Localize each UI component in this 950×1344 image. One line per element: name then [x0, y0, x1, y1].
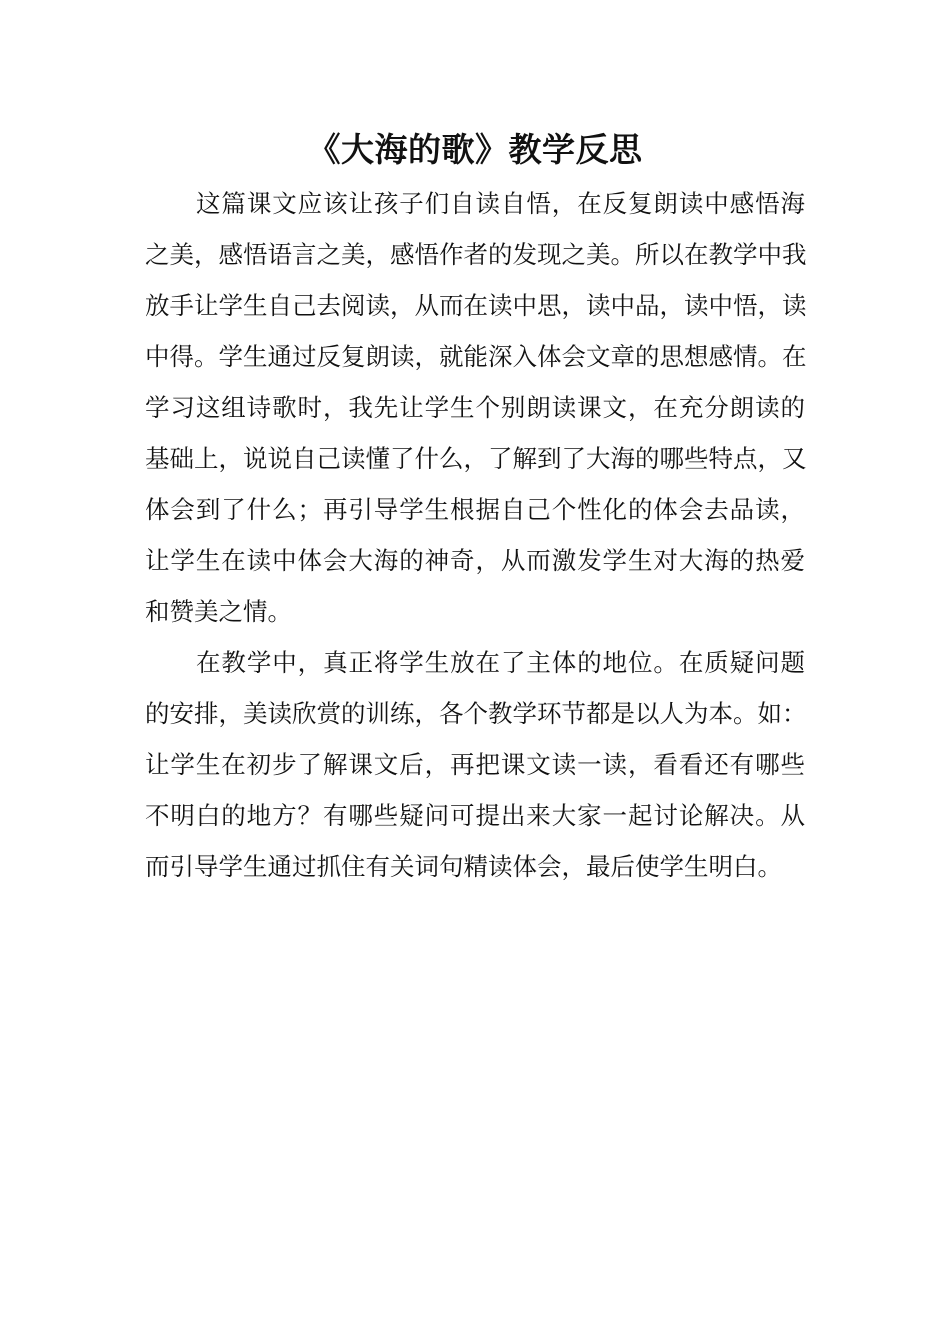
- paragraph-line: 的安排，美读欣赏的训练，各个教学环节都是以人为本。如：: [145, 699, 807, 728]
- paragraph-line: 放手让学生自己去阅读，从而在读中思，读中品，读中悟，读: [145, 291, 807, 320]
- document-title: 《大海的歌》教学反思: [307, 130, 643, 169]
- paragraph-line: 让学生在读中体会大海的神奇，从而激发学生对大海的热爱: [145, 546, 805, 575]
- paragraph-line: 和赞美之情。: [145, 597, 292, 626]
- paragraph-1: [145, 178, 805, 637]
- paragraph-line: 让学生在初步了解课文后，再把课文读一读，看看还有哪些: [145, 750, 805, 779]
- paragraph-line: 在教学中，真正将学生放在了主体的地位。在质疑问题: [196, 648, 805, 677]
- paragraph-line: 而引导学生通过抓住有关词句精读体会，最后使学生明白。: [145, 852, 782, 881]
- paragraph-line: 中得。学生通过反复朗读，就能深入体会文章的思想感情。在: [145, 342, 807, 371]
- paragraph-line: 之美，感悟语言之美，感悟作者的发现之美。所以在教学中我: [145, 240, 807, 269]
- paragraph-line: 体会到了什么；再引导学生根据自己个性化的体会去品读，: [145, 495, 805, 524]
- document-body: [145, 178, 805, 892]
- paragraph-line: 基础上，说说自己读懂了什么，了解到了大海的哪些特点，又: [145, 444, 807, 473]
- paragraph-line: 不明白的地方？有哪些疑问可提出来大家一起讨论解决。从: [145, 801, 805, 830]
- paragraph-line: 这篇课文应该让孩子们自读自悟，在反复朗读中感悟海: [196, 189, 805, 218]
- paragraph-2: [145, 637, 805, 892]
- paragraph-line: 学习这组诗歌时，我先让学生个别朗读课文，在充分朗读的: [145, 393, 805, 422]
